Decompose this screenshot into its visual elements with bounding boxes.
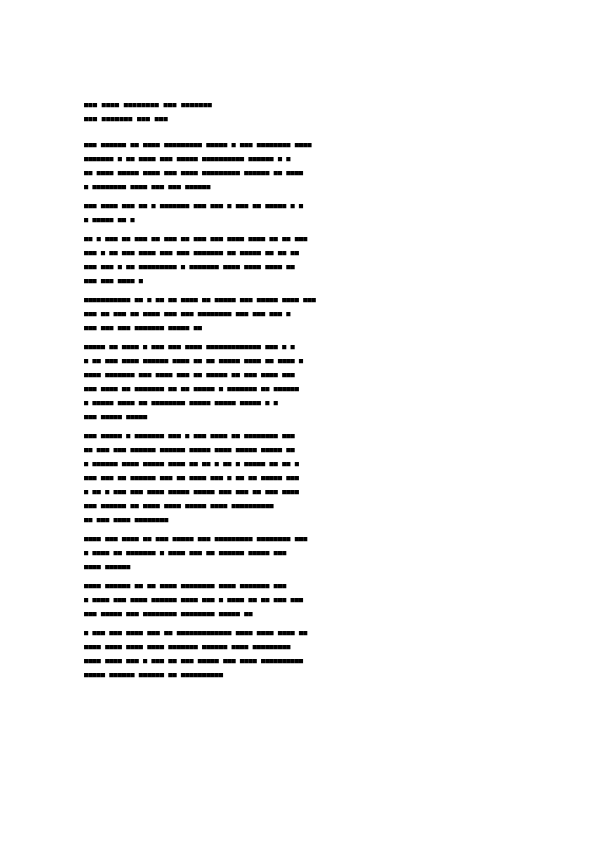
text-line: ■■■■■■■ ■ ■■ ■■■■ ■■■ ■■■■■ ■■■■■■■■■■ ■■■■■■ ■ ■ <box>84 155 291 163</box>
paragraph-8 <box>84 579 514 621</box>
paragraph-4 <box>84 293 514 335</box>
document-body <box>84 138 514 682</box>
text-line: ■■■■■ ■■■■■■ ■■■■■■ ■■ ■■■■■■■■■■ <box>84 671 224 679</box>
text-line: ■■■ ■■■ ■ ■■ ■■■■■■■■■ ■ ■■■■■■■ ■■■■ ■■■■ ■■■■ ■■ <box>84 263 295 271</box>
text-line: ■ ■■■ ■■■ ■■■■ ■■■ ■■ ■■■■■■■■■■■■■ ■■■■ ■■■■ ■■■■ ■■ <box>84 629 308 637</box>
text-line: ■ ■■ ■■■ ■■■■ ■■■■■■ ■■■■ ■■ ■■ ■■■■■ ■■■■ ■■ ■■■■ ■ <box>84 357 304 365</box>
header-line-2: ■■■ ■■■■■■■ ■■■ ■■■ <box>84 115 168 123</box>
text-line: ■■■■ ■■■■■■ ■■ ■■ ■■■■ ■■■■■■■■ ■■■■ ■■■■■■■ ■■■ <box>84 582 287 590</box>
paragraph-3 <box>84 232 514 288</box>
text-line: ■■■■■ ■■ ■■■■ ■ ■■■ ■■■ ■■■■ ■■■■■■■■■■■■■ ■■■ ■ ■ <box>84 343 295 351</box>
text-line: ■■■ ■■■ ■■■■ ■ <box>84 277 144 285</box>
text-line: ■■■ ■■■■ ■■■ ■■ ■ ■■■■■■■ ■■■ ■■■ ■ ■■■ ■■ ■■■■■ ■ ■ <box>84 202 304 210</box>
document-header <box>84 98 514 126</box>
text-line: ■ ■■■■■ ■■ ■ <box>84 216 135 224</box>
text-line: ■■■ ■ ■■ ■■■ ■■■■ ■■■ ■■■ ■■■■■■■ ■■ ■■■■■ ■■ ■■ ■■ <box>84 249 299 257</box>
text-line: ■■ ■■■ ■■■ ■■■■■■ ■■■■■■ ■■■■■ ■■■■ ■■■■■ ■■■■■ ■■ <box>84 446 295 454</box>
paragraph-6 <box>84 429 514 527</box>
text-line: ■ ■■■■ ■■■ ■■■■ ■■■■■■ ■■■■ ■■■ ■ ■■■■ ■■ ■■ ■■■ ■■■ <box>84 596 304 604</box>
text-line: ■■■ ■■■■ ■■ ■■■■■■■ ■■ ■■ ■■■■■ ■ ■■■■■■■ ■■ ■■■■■■ <box>84 385 299 393</box>
text-line: ■■■ ■■ ■■■ ■■ ■■■■ ■■■ ■■■ ■■■■■■■■ ■■■ ■■■ ■■■ ■ <box>84 310 291 318</box>
paragraph-5 <box>84 340 514 424</box>
text-line: ■■■■ ■■■ ■■■■ ■■ ■■■ ■■■■■ ■■■ ■■■■■■■■■ ■■■■■■■■ ■■■ <box>84 535 308 543</box>
text-line: ■ ■■■■■■■■ ■■■■ ■■■ ■■■ ■■■■■■ <box>84 183 211 191</box>
paragraph-9 <box>84 626 514 682</box>
text-line: ■■■■ ■■■■■■■ ■■■ ■■■■ ■■■ ■■ ■■■■■ ■■ ■■■ ■■■■ ■■■ <box>84 371 295 379</box>
text-line: ■■■■ ■■■■ ■■■■ ■■■■ ■■■■■■■ ■■■■■■ ■■■■ ■■■■■■■■■ <box>84 643 291 651</box>
header-line-1: ■■■ ■■■■ ■■■■■■■■ ■■■ ■■■■■■■ <box>84 101 213 109</box>
text-line: ■■■ ■■■■■ ■ ■■■■■■■ ■■■ ■ ■■■ ■■■■ ■■ ■■■■■■■■ ■■■ <box>84 432 295 440</box>
text-line: ■ ■■ ■ ■■■ ■■■ ■■■■ ■■■■■ ■■■■■ ■■■ ■■■ ■■ ■■■ ■■■■ <box>84 488 299 496</box>
text-line: ■■ ■■■ ■■■■ ■■■■■■■■ <box>84 516 169 524</box>
text-line: ■■■ ■■■ ■■ ■■■■■■ ■■■ ■■ ■■■■ ■■■ ■ ■■ ■■ ■■■■■ ■■■ <box>84 474 299 482</box>
paragraph-7 <box>84 532 514 574</box>
text-line: ■ ■■■■ ■■ ■■■■■■■ ■ ■■■■ ■■■ ■■ ■■■■■■ ■■■■■ ■■■ <box>84 549 287 557</box>
text-line: ■ ■■■■■ ■■■■ ■■ ■■■■■■■■ ■■■■■ ■■■■■ ■■■■■ ■ ■ <box>84 399 278 407</box>
paragraph-2 <box>84 199 514 227</box>
text-line: ■■ ■ ■■■ ■■ ■■■ ■■ ■■■ ■■ ■■■ ■■■ ■■■■ ■■■■ ■■ ■■ ■■■ <box>84 235 308 243</box>
text-line: ■■■■■■■■■■■ ■■ ■ ■■ ■■ ■■■■ ■■ ■■■■■ ■■■ ■■■■■ ■■■■ ■■■ <box>84 296 316 304</box>
text-line: ■■■■ ■■■■ ■■■ ■ ■■■ ■■ ■■■ ■■■■■ ■■■ ■■■■ ■■■■■■■■■■ <box>84 657 304 665</box>
text-line: ■■ ■■■■ ■■■■■ ■■■■ ■■■ ■■■■ ■■■■■■■■■ ■■■■■■ ■■ ■■■■ <box>84 169 304 177</box>
text-line: ■■■ ■■■■■ ■■■■■ <box>84 413 148 421</box>
text-line: ■■■ ■■■■■■ ■■ ■■■■ ■■■■■■■■■ ■■■■■ ■ ■■■ ■■■■■■■■ ■■■■ <box>84 141 312 149</box>
text-line: ■■■ ■■■■■ ■■■ ■■■■■■■■ ■■■■■■■■ ■■■■■ ■■ <box>84 610 253 618</box>
text-line: ■■■ ■■■ ■■■ ■■■■■■■ ■■■■■ ■■ <box>84 324 203 332</box>
text-line: ■ ■■■■■■ ■■■■ ■■■■■ ■■■■ ■■ ■■ ■ ■■ ■ ■■■■■ ■■ ■■ ■ <box>84 460 299 468</box>
text-line: ■■■ ■■■■■■ ■■ ■■■■ ■■■■ ■■■■■ ■■■■ ■■■■■■■■■■ <box>84 502 274 510</box>
text-line: ■■■■ ■■■■■■ <box>84 563 131 571</box>
paragraph-1 <box>84 138 514 194</box>
